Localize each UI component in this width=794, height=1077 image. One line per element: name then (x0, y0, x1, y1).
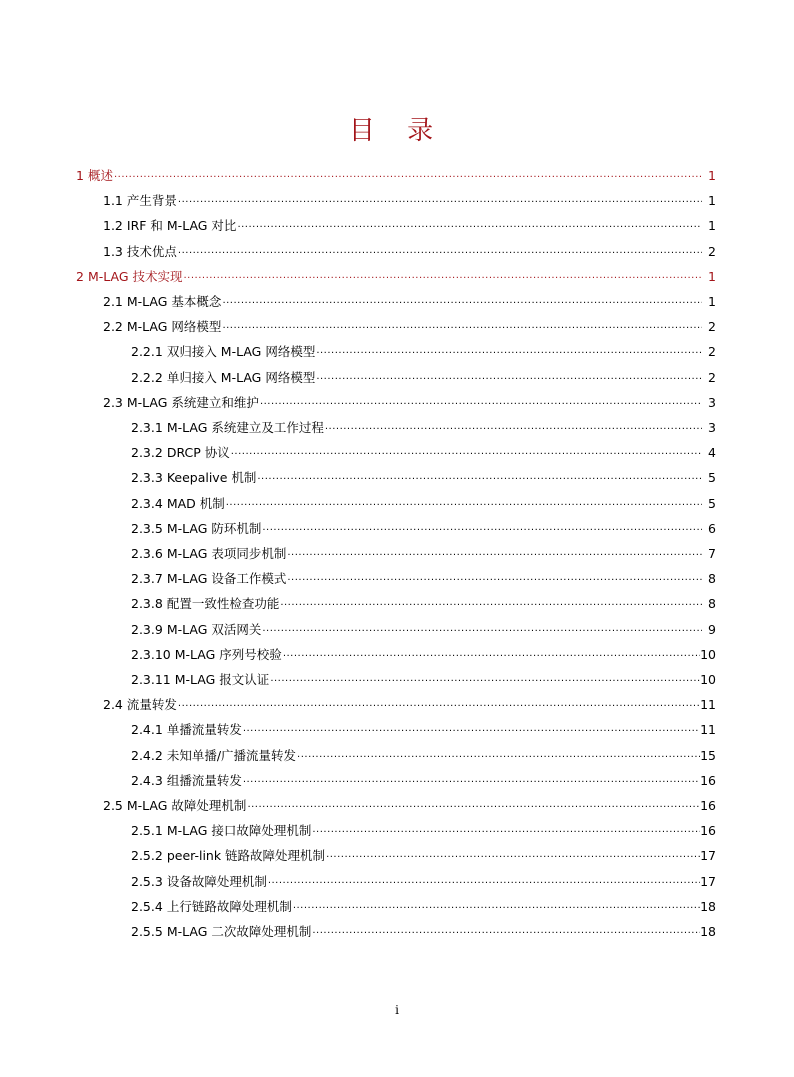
toc-entry-page: 16 (700, 772, 716, 788)
toc-dot-leader (286, 575, 702, 586)
toc-entry-number: 2.3.5 (131, 520, 163, 536)
toc-entry-number: 2.3.10 (131, 646, 171, 662)
toc-entry-title: M-LAG 系统建立和维护 (126, 394, 259, 410)
toc-entry-page: 2 (708, 243, 716, 259)
toc-entry-page: 1 (708, 193, 716, 209)
toc-entry-page: 1 (708, 294, 716, 309)
toc-entry-number: 2 (76, 268, 84, 284)
toc-entry-page: 5 (708, 495, 716, 511)
toc-entry[interactable] (131, 418, 716, 438)
toc-entry[interactable] (131, 720, 716, 740)
toc-dot-leader (236, 222, 702, 233)
toc-entry-title: 上行链路故障处理机制 (166, 898, 292, 914)
toc-entry-page: 8 (708, 571, 716, 587)
toc-entry[interactable] (103, 216, 716, 236)
toc-entry[interactable] (131, 670, 716, 690)
toc-dot-leader (221, 323, 702, 334)
toc-entry-number: 1.2 (103, 218, 123, 234)
toc-entry-number: 2.3.4 (131, 495, 163, 511)
toc-entry-number: 1.1 (103, 193, 123, 209)
page-title: 目 录 (348, 116, 446, 146)
toc-entry-title: 技术优点 (126, 243, 177, 259)
toc-entry-number: 2.3.11 (131, 672, 171, 687)
toc-dot-leader (242, 777, 700, 788)
toc-entry[interactable] (103, 393, 716, 413)
toc-dot-leader (315, 348, 702, 359)
toc-entry-number: 2.3.2 (131, 445, 163, 461)
toc-dot-leader (282, 651, 700, 662)
toc-entry-number: 2.4.2 (131, 747, 163, 763)
toc-dot-leader (246, 802, 700, 813)
toc-entry-page: 4 (708, 445, 716, 461)
toc-dot-leader (261, 525, 702, 536)
toc-entry-title: 单归接入 M-LAG 网络模型 (166, 369, 316, 385)
toc-entry-title: M-LAG 报文认证 (174, 672, 270, 687)
toc-entry-number: 2.4.3 (131, 772, 163, 788)
toc-entry-title: Keepalive 机制 (166, 470, 257, 486)
toc-entry-title: M-LAG 基本概念 (126, 294, 222, 309)
toc-entry-page: 18 (700, 924, 716, 939)
toc-dot-leader (311, 827, 700, 838)
toc-entry-page: 15 (700, 747, 716, 763)
toc-entry[interactable] (131, 468, 716, 488)
toc-entry-number: 2.3.1 (131, 420, 163, 435)
toc-entry-number: 2.4.1 (131, 722, 163, 738)
toc-entry-number: 2.1 (103, 294, 123, 309)
toc-dot-leader (325, 852, 700, 863)
toc-dot-leader (256, 474, 702, 485)
toc-entry-number: 2.3.6 (131, 546, 163, 561)
toc-dot-leader (315, 374, 702, 385)
toc-entry-title: 单播流量转发 (166, 722, 242, 738)
toc-dot-leader (259, 399, 702, 410)
toc-dot-leader (267, 878, 700, 889)
footer-page-number: i (395, 1003, 399, 1017)
toc-entry-page: 18 (700, 898, 716, 914)
toc-entry-title: M-LAG 双活网关 (166, 621, 262, 637)
toc-dot-leader (183, 273, 703, 284)
toc-entry-number: 2.3.3 (131, 470, 163, 486)
toc-entry[interactable] (131, 922, 716, 942)
toc-entry-page: 2 (708, 344, 716, 360)
toc-entry-title: M-LAG 系统建立及工作过程 (166, 420, 324, 435)
toc-entry[interactable] (131, 620, 716, 640)
toc-entry-title: M-LAG 序列号校验 (174, 646, 282, 662)
toc-entry-number: 2.3.8 (131, 596, 163, 612)
toc-entry-title: 产生背景 (126, 193, 177, 209)
toc-entry-number: 2.5.1 (131, 823, 163, 839)
toc-entry[interactable] (103, 695, 716, 715)
toc-entry[interactable] (131, 569, 716, 589)
toc-entry-title: M-LAG 网络模型 (126, 319, 222, 335)
toc-entry-number: 2.5.3 (131, 873, 163, 889)
toc-entry-title: 组播流量转发 (166, 772, 242, 788)
toc-entry-title: 流量转发 (126, 697, 177, 713)
toc-entry-title: M-LAG 技术实现 (87, 268, 183, 284)
toc-entry[interactable] (76, 166, 716, 186)
toc-entry-page: 5 (708, 470, 716, 486)
toc-entry-title: IRF 和 M-LAG 对比 (126, 218, 237, 234)
toc-entry[interactable] (131, 342, 716, 362)
toc-dot-leader (279, 600, 702, 611)
toc-dot-leader (242, 726, 700, 737)
toc-dot-leader (261, 626, 702, 637)
toc-entry-page: 11 (700, 697, 716, 713)
toc-entry-number: 2.2.1 (131, 344, 163, 360)
toc-entry[interactable] (103, 242, 716, 262)
toc-entry[interactable] (103, 292, 716, 312)
toc-entry-number: 2.2 (103, 319, 123, 335)
toc-entry-number: 1.3 (103, 243, 123, 259)
toc-entry-title: 未知单播/广播流量转发 (166, 747, 297, 763)
toc-entry-number: 2.5.4 (131, 898, 163, 914)
toc-entry-title: M-LAG 防环机制 (166, 520, 262, 536)
toc-entry[interactable] (76, 267, 716, 287)
toc-entry-number: 2.3 (103, 394, 123, 410)
toc-entry-number: 2.3.7 (131, 571, 163, 587)
toc-entry-page: 8 (708, 596, 716, 612)
toc-entry-page: 3 (708, 394, 716, 410)
toc-entry[interactable] (131, 494, 716, 514)
toc-entry[interactable] (103, 191, 716, 211)
toc-dot-leader (292, 903, 700, 914)
toc-entry-page: 9 (708, 621, 716, 637)
toc-entry-title: M-LAG 二次故障处理机制 (166, 924, 312, 939)
toc-entry-title: M-LAG 表项同步机制 (166, 546, 287, 561)
toc-entry[interactable] (131, 519, 716, 539)
toc-entry[interactable] (103, 317, 716, 337)
toc-dot-leader (324, 424, 702, 435)
toc-entry-number: 2.3.9 (131, 621, 163, 637)
toc-dot-leader (177, 248, 702, 259)
toc-entry-page: 1 (708, 218, 716, 234)
toc-entry-title: peer-link 链路故障处理机制 (166, 848, 326, 864)
toc-entry-page: 2 (708, 319, 716, 335)
toc-entry-number: 2.5.5 (131, 924, 163, 939)
toc-entry[interactable] (131, 746, 716, 766)
toc-dot-leader (221, 298, 702, 309)
toc-entry-title: DRCP 协议 (166, 445, 230, 461)
toc-entry-page: 17 (700, 873, 716, 889)
toc-entry-title: 配置一致性检查功能 (166, 596, 280, 612)
toc-entry-page: 7 (708, 546, 716, 561)
toc-entry[interactable] (131, 846, 716, 866)
toc-entry-title: M-LAG 设备工作模式 (166, 571, 287, 587)
toc-dot-leader (286, 550, 702, 561)
toc-entry-page: 6 (708, 520, 716, 536)
toc-entry-page: 17 (700, 848, 716, 864)
toc-entry[interactable] (131, 872, 716, 892)
toc-entry-title: M-LAG 故障处理机制 (126, 798, 247, 813)
toc-entry-title: M-LAG 接口故障处理机制 (166, 823, 312, 839)
toc-entry[interactable] (131, 594, 716, 614)
toc-dot-leader (230, 449, 702, 460)
toc-entry-page: 10 (700, 672, 716, 687)
toc-entry-page: 16 (700, 823, 716, 839)
toc-entry-number: 2.2.2 (131, 369, 163, 385)
toc-entry[interactable] (131, 544, 716, 564)
toc-entry[interactable] (131, 771, 716, 791)
toc-dot-leader (113, 172, 702, 183)
toc-entry-page: 11 (700, 722, 716, 738)
toc-entry-number: 2.5.2 (131, 848, 163, 864)
toc-entry-page: 3 (708, 420, 716, 435)
toc-entry-number: 2.5 (103, 798, 123, 813)
toc-entry[interactable] (131, 368, 716, 388)
toc-entry-title: MAD 机制 (166, 495, 225, 511)
toc-entry-page: 16 (700, 798, 716, 813)
toc-entry[interactable] (131, 821, 716, 841)
toc-entry-page: 10 (700, 646, 716, 662)
toc-dot-leader (225, 500, 702, 511)
toc-entry-title: 设备故障处理机制 (166, 873, 267, 889)
toc-entry[interactable] (131, 443, 716, 463)
toc-entry-title: 概述 (87, 168, 113, 183)
toc-entry[interactable] (131, 897, 716, 917)
toc-entry-title: 双归接入 M-LAG 网络模型 (166, 344, 316, 360)
toc-dot-leader (269, 676, 700, 687)
toc-dot-leader (177, 197, 702, 208)
toc-entry-page: 1 (708, 268, 716, 284)
toc-dot-leader (296, 752, 700, 763)
toc-entry[interactable] (103, 796, 716, 816)
toc-dot-leader (311, 928, 700, 939)
toc-entry[interactable] (131, 645, 716, 665)
toc-entry-page: 1 (708, 168, 716, 183)
toc-entry-number: 2.4 (103, 697, 123, 713)
toc-entry-number: 1 (76, 168, 84, 183)
toc-dot-leader (177, 701, 700, 712)
toc-entry-page: 2 (708, 369, 716, 385)
